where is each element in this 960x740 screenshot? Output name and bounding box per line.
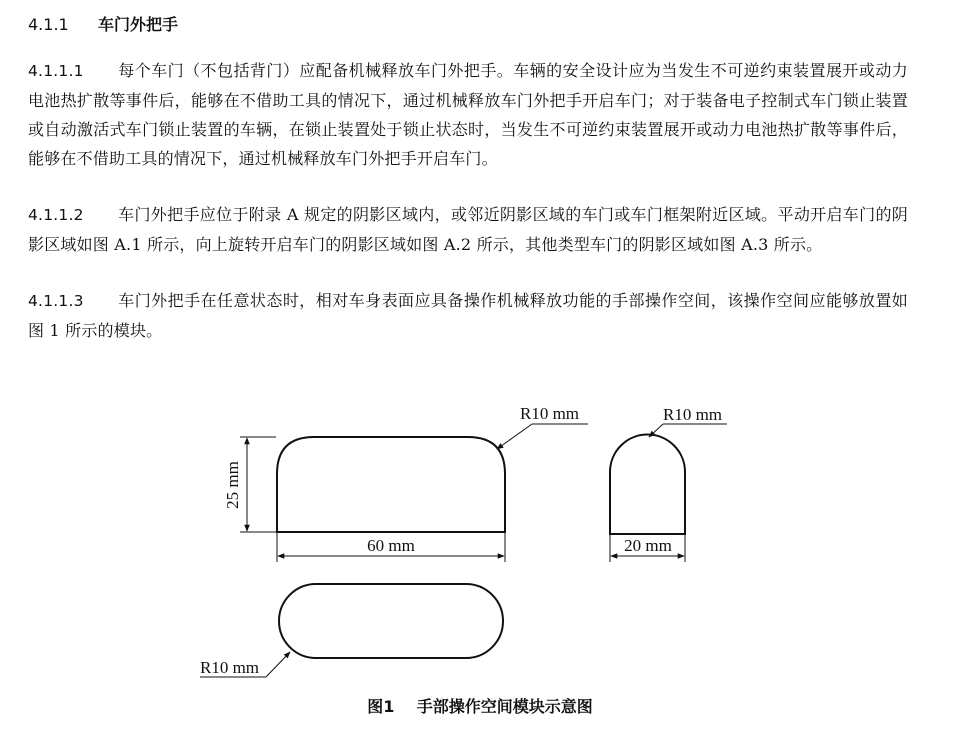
paragraph-text: 车门外把手在任意状态时，相对车身表面应具备操作机械释放功能的手部操作空间，该操作空间应能够放置如图 1 所示的模块。 (28, 291, 908, 340)
section-number: 4.1.1 (28, 15, 69, 34)
paragraph-text: 每个车门（不包括背门）应配备机械释放车门外把手。车辆的安全设计应为当发生不可逆约束装置展开或动力电池热扩散等事件后，能够在不借助工具的情况下，通过机械释放车门外把手开启车门；对于装备电子控制式车门锁止装置或自动激活式车门锁止装置的车辆，在锁止装置处于锁止状态时，当发生不可逆约束装置展开或动力电池热扩散等事件后，能够在不借助工具的情况下，通过机械释放车门外把手开启车门。 (28, 61, 908, 168)
radius-label-bottom: R10 mm (200, 658, 260, 677)
radius-label-small: R10 mm (663, 405, 723, 424)
paragraph-number: 4.1.1.3 (28, 292, 84, 310)
radius-label-large: R10 mm (520, 404, 580, 423)
section-title: 车门外把手 (98, 15, 179, 34)
width-large-label: 60 mm (367, 536, 415, 555)
large-module-shape (277, 437, 505, 532)
small-module-shape (610, 435, 685, 535)
paragraph-number: 4.1.1.1 (28, 62, 84, 80)
figure-caption-text: 手部操作空间模块示意图 (416, 697, 593, 716)
radius-leader-large (497, 424, 532, 449)
width-small-label: 20 mm (624, 536, 672, 555)
stadium-module-shape (279, 584, 503, 658)
height-label: 25 mm (223, 461, 242, 509)
figure-number: 图1 (367, 697, 395, 716)
paragraph-number: 4.1.1.2 (28, 206, 84, 224)
radius-leader-bottom (266, 652, 290, 677)
paragraph-text: 车门外把手应位于附录 A 规定的阴影区域内，或邻近阴影区域的车门或车门框架附近区域。平动开启车门的阴影区域如图 A.1 所示，向上旋转开启车门的阴影区域如图 A.2 所示，其他类型车门的阴影区域如图 A.3 所示。 (28, 205, 908, 254)
figure-caption (0, 694, 960, 717)
